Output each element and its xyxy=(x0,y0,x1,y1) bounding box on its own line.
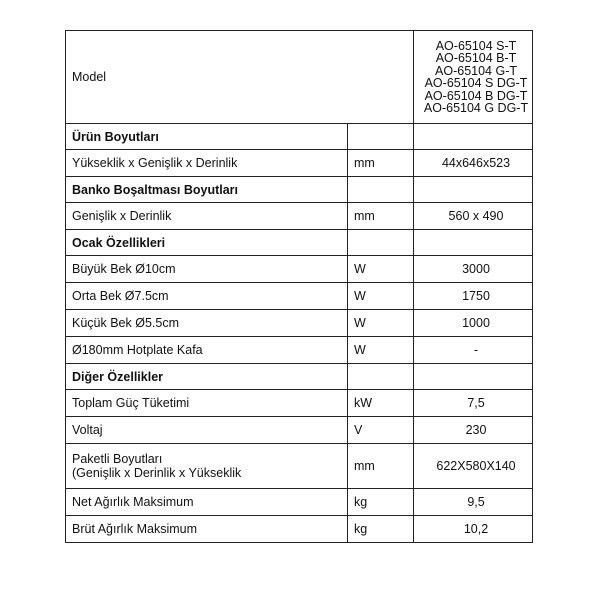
spec-row xyxy=(66,390,533,417)
spec-value: 9,5 xyxy=(414,489,533,516)
spec-label-line: Paketli Boyutları xyxy=(72,452,163,466)
section-value-cell xyxy=(414,124,533,150)
spec-label: Küçük Bek Ø5.5cm xyxy=(66,310,348,337)
spec-value: 622X580X140 xyxy=(414,444,533,489)
section-value-cell xyxy=(414,230,533,256)
spec-unit: mm xyxy=(348,203,414,230)
spec-value: 560 x 490 xyxy=(414,203,533,230)
spec-value: 1750 xyxy=(414,283,533,310)
section-value-cell xyxy=(414,177,533,203)
spec-unit: W xyxy=(348,337,414,364)
section-title: Banko Boşaltması Boyutları xyxy=(66,177,348,203)
section-title: Ocak Özellikleri xyxy=(66,230,348,256)
section-row xyxy=(66,177,533,203)
spec-unit: V xyxy=(348,417,414,444)
section-row xyxy=(66,124,533,150)
spec-label: Ø180mm Hotplate Kafa xyxy=(66,337,348,364)
section-unit-cell xyxy=(348,177,414,203)
spec-row xyxy=(66,417,533,444)
section-title: Ürün Boyutları xyxy=(66,124,348,150)
spec-label: Brüt Ağırlık Maksimum xyxy=(66,516,348,543)
spec-value: 10,2 xyxy=(414,516,533,543)
model-code: AO-65104 B DG-T xyxy=(424,88,528,103)
spec-label: Genişlik x Derinlik xyxy=(66,203,348,230)
spec-row xyxy=(66,310,533,337)
section-unit-cell xyxy=(348,124,414,150)
spec-table xyxy=(65,30,533,543)
spec-label xyxy=(66,444,348,489)
spec-label: Orta Bek Ø7.5cm xyxy=(66,283,348,310)
spec-unit: mm xyxy=(348,444,414,489)
spec-row xyxy=(66,150,533,177)
spec-label-line: (Genişlik x Derinlik x Yükseklik xyxy=(72,466,242,480)
section-value-cell xyxy=(414,364,533,390)
model-code: AO-65104 G DG-T xyxy=(423,101,529,115)
spec-value: 230 xyxy=(414,417,533,444)
header-row xyxy=(66,31,533,124)
spec-row xyxy=(66,489,533,516)
section-unit-cell xyxy=(348,364,414,390)
spec-label: Büyük Bek Ø10cm xyxy=(66,256,348,283)
section-unit-cell xyxy=(348,230,414,256)
spec-unit: W xyxy=(348,256,414,283)
spec-row xyxy=(66,256,533,283)
spec-value: - xyxy=(414,337,533,364)
spec-unit: W xyxy=(348,283,414,310)
spec-row xyxy=(66,516,533,543)
spec-label: Net Ağırlık Maksimum xyxy=(66,489,348,516)
spec-value: 7,5 xyxy=(414,390,533,417)
section-row xyxy=(66,230,533,256)
model-list xyxy=(414,31,533,124)
model-code: AO-65104 B-T xyxy=(435,51,517,65)
spec-unit: kg xyxy=(348,489,414,516)
spec-value: 1000 xyxy=(414,310,533,337)
model-label: Model xyxy=(66,31,414,124)
spec-unit: kW xyxy=(348,390,414,417)
spec-unit: W xyxy=(348,310,414,337)
spec-value: 3000 xyxy=(414,256,533,283)
section-row xyxy=(66,364,533,390)
spec-row xyxy=(66,444,533,489)
spec-row xyxy=(66,337,533,364)
spec-unit: mm xyxy=(348,150,414,177)
spec-row xyxy=(66,203,533,230)
spec-label: Voltaj xyxy=(66,417,348,444)
spec-label: Toplam Güç Tüketimi xyxy=(66,390,348,417)
model-code: AO-65104 S DG-T xyxy=(424,76,528,90)
model-code: AO-65104 S-T xyxy=(435,38,517,53)
spec-value: 44x646x523 xyxy=(414,150,533,177)
spec-label: Yükseklik x Genişlik x Derinlik xyxy=(66,150,348,177)
spec-row xyxy=(66,283,533,310)
section-title: Diğer Özellikler xyxy=(66,364,348,390)
spec-unit: kg xyxy=(348,516,414,543)
model-code: AO-65104 G-T xyxy=(435,63,517,78)
